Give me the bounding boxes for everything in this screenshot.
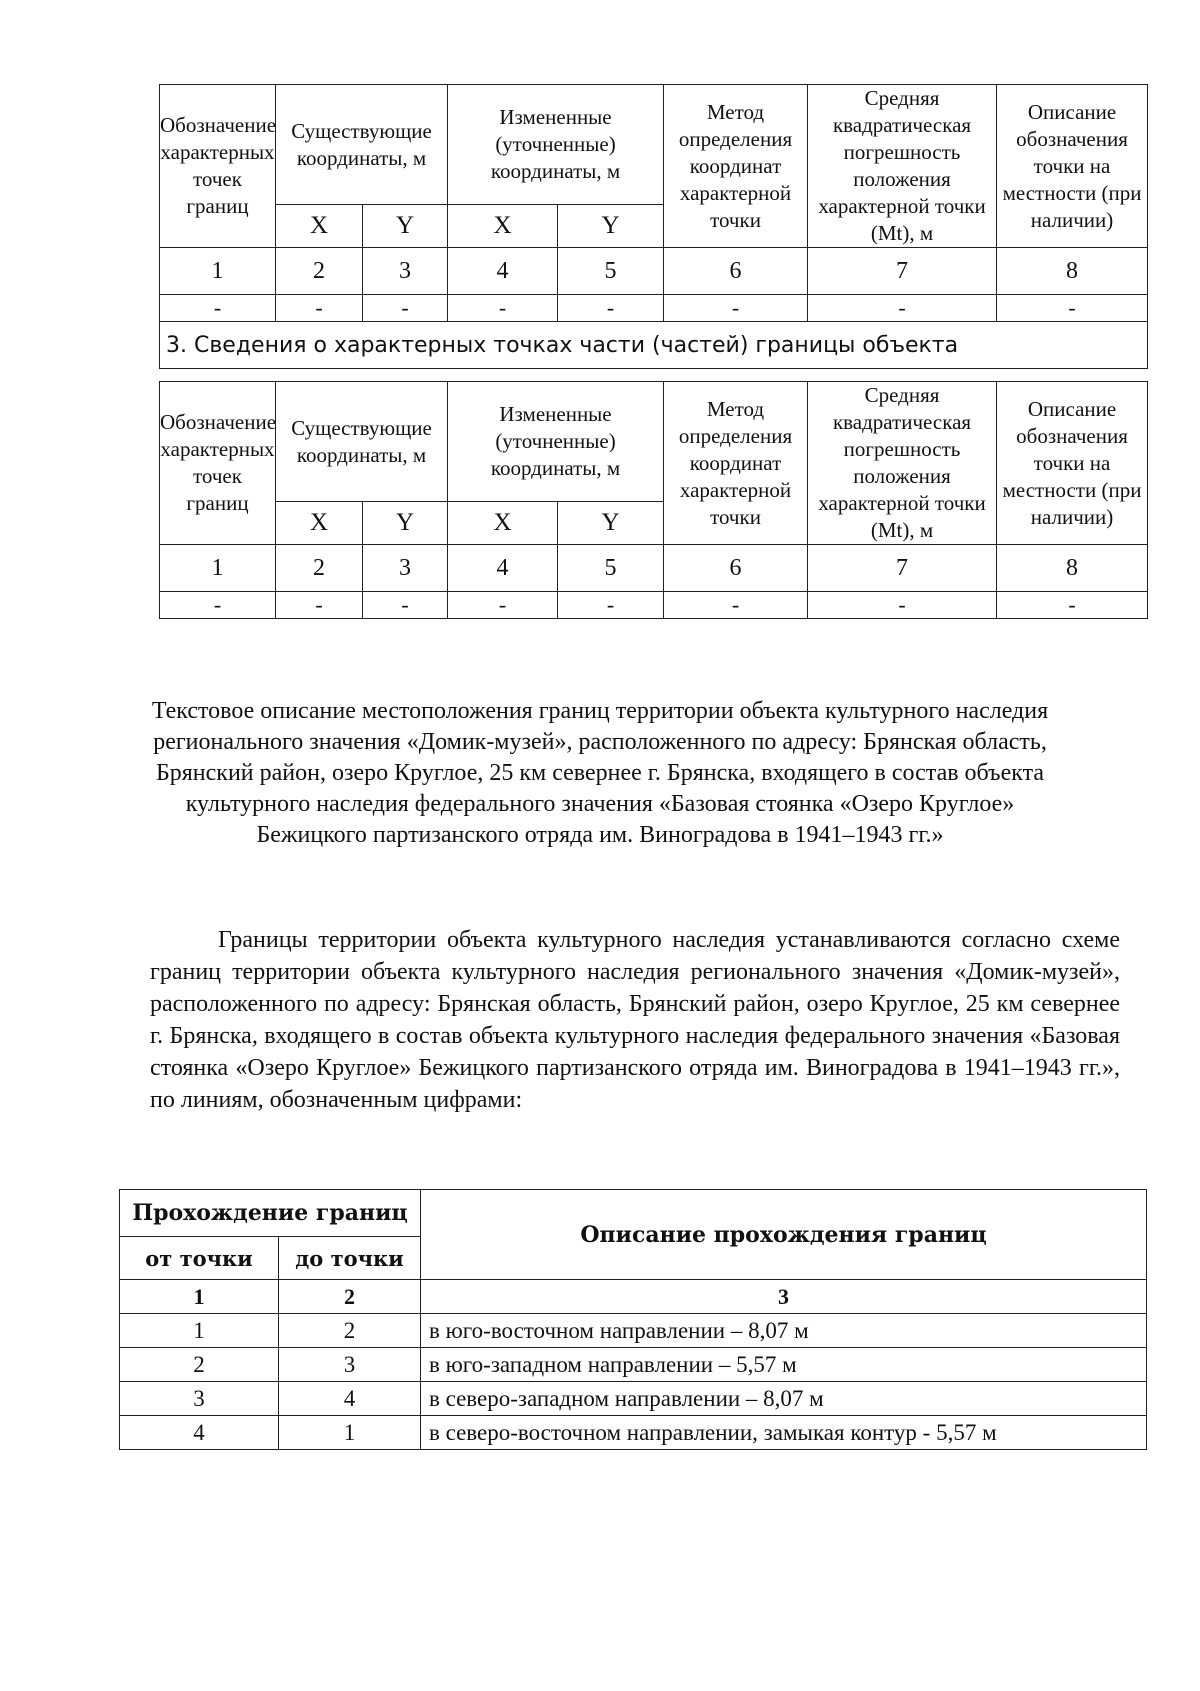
empty-cell: -: [160, 295, 276, 322]
header-from-point: от точки: [120, 1237, 279, 1280]
table-row: [120, 1382, 1147, 1416]
points-table-2: [159, 381, 1148, 619]
header-x: X: [276, 205, 363, 248]
route-description: в юго-восточном направлении – 8,07 м: [421, 1314, 1147, 1348]
header-point-designation: Обозначение характерных точек границ: [160, 382, 276, 545]
points-table-1: [159, 84, 1148, 369]
to-point: 3: [279, 1348, 421, 1382]
header-existing-coords: Существующие координаты, м: [276, 85, 448, 205]
col-number: 1: [120, 1280, 279, 1314]
header-y: Y: [558, 205, 664, 248]
empty-cell: -: [808, 295, 997, 322]
header-description: Описание обозначения точки на местности (при наличии): [997, 382, 1148, 545]
header-x: X: [448, 502, 558, 545]
section3-title: 3. Сведения о характерных точках части (частей) границы объекта: [160, 322, 1148, 369]
col-number: 2: [276, 545, 363, 592]
header-point-designation: Обозначение характерных точек границ: [160, 85, 276, 248]
paragraph-text: Границы территории объекта культурного наследия устанавливаются согласно схеме границ территории объекта культурного наследия регионального значения «Домик-музей», расположенного по адресу: Брянская область, Брянский район, озеро Круглое, 25 км севернее г. Брянска, входящего в состав объекта культурного наследия федерального значения «Базовая стоянка «Озеро Круглое» Бежицкого партизанского отряда им. Виноградова в 1941–1943 гг.», по линиям, обозначенным цифрами:: [150, 927, 1120, 1113]
header-route-description: Описание прохождения границ: [421, 1190, 1147, 1280]
from-point: 1: [120, 1314, 279, 1348]
col-number: 3: [421, 1280, 1147, 1314]
header-changed-coords: Измененные (уточненные) координаты, м: [448, 85, 664, 205]
header-x: X: [276, 502, 363, 545]
empty-cell: -: [997, 592, 1148, 619]
col-number: 5: [558, 545, 664, 592]
col-number: 7: [808, 248, 997, 295]
description-title: Текстовое описание местоположения границ территории объекта культурного наследия регионального значения «Домик-музей», расположенного по адресу: Брянская область, Брянский район, озеро Круглое, 25 км севернее г. Брянска, входящего в состав объекта культурного наследия федерального значения «Базовая стоянка «Озеро Круглое» Бежицкого партизанского отряда им. Виноградова в 1941–1943 гг.»: [151, 698, 1049, 848]
col-number: 2: [279, 1280, 421, 1314]
to-point: 2: [279, 1314, 421, 1348]
col-number: 4: [448, 545, 558, 592]
to-point: 1: [279, 1416, 421, 1450]
route-table: [119, 1189, 1147, 1450]
header-mean-error: Средняя квадратическая погрешность положения характерной точки (Mt), м: [808, 85, 997, 248]
header-mean-error: Средняя квадратическая погрешность положения характерной точки (Mt), м: [808, 382, 997, 545]
header-description: Описание обозначения точки на местности (при наличии): [997, 85, 1148, 248]
header-route-group: Прохождение границ: [120, 1190, 421, 1237]
to-point: 4: [279, 1382, 421, 1416]
header-existing-coords: Существующие координаты, м: [276, 382, 448, 502]
from-point: 3: [120, 1382, 279, 1416]
empty-cell: -: [808, 592, 997, 619]
route-description: в северо-западном направлении – 8,07 м: [421, 1382, 1147, 1416]
route-description: в северо-восточном направлении, замыкая контур - 5,57 м: [421, 1416, 1147, 1450]
boundaries-paragraph: [150, 924, 1120, 1116]
col-number: 8: [997, 545, 1148, 592]
col-number: 2: [276, 248, 363, 295]
empty-cell: -: [558, 295, 664, 322]
header-method: Метод определения координат характерной точки: [664, 382, 808, 545]
empty-cell: -: [664, 295, 808, 322]
header-changed-coords: Измененные (уточненные) координаты, м: [448, 382, 664, 502]
empty-cell: -: [276, 592, 363, 619]
from-point: 2: [120, 1348, 279, 1382]
col-number: 1: [160, 248, 276, 295]
header-y: Y: [363, 502, 448, 545]
header-y: Y: [363, 205, 448, 248]
empty-cell: -: [664, 592, 808, 619]
route-description: в юго-западном направлении – 5,57 м: [421, 1348, 1147, 1382]
empty-cell: -: [363, 592, 448, 619]
header-x: X: [448, 205, 558, 248]
col-number: 6: [664, 545, 808, 592]
col-number: 3: [363, 545, 448, 592]
empty-cell: -: [448, 592, 558, 619]
table-row: [120, 1348, 1147, 1382]
empty-cell: -: [448, 295, 558, 322]
col-number: 5: [558, 248, 664, 295]
col-number: 7: [808, 545, 997, 592]
empty-cell: -: [276, 295, 363, 322]
empty-cell: -: [997, 295, 1148, 322]
empty-cell: -: [558, 592, 664, 619]
header-method: Метод определения координат характерной точки: [664, 85, 808, 248]
col-number: 3: [363, 248, 448, 295]
header-y: Y: [558, 502, 664, 545]
header-to-point: до точки: [279, 1237, 421, 1280]
col-number: 1: [160, 545, 276, 592]
col-number: 4: [448, 248, 558, 295]
empty-cell: -: [160, 592, 276, 619]
empty-cell: -: [363, 295, 448, 322]
col-number: 6: [664, 248, 808, 295]
col-number: 8: [997, 248, 1148, 295]
from-point: 4: [120, 1416, 279, 1450]
table-row: [120, 1416, 1147, 1450]
table-row: [120, 1314, 1147, 1348]
